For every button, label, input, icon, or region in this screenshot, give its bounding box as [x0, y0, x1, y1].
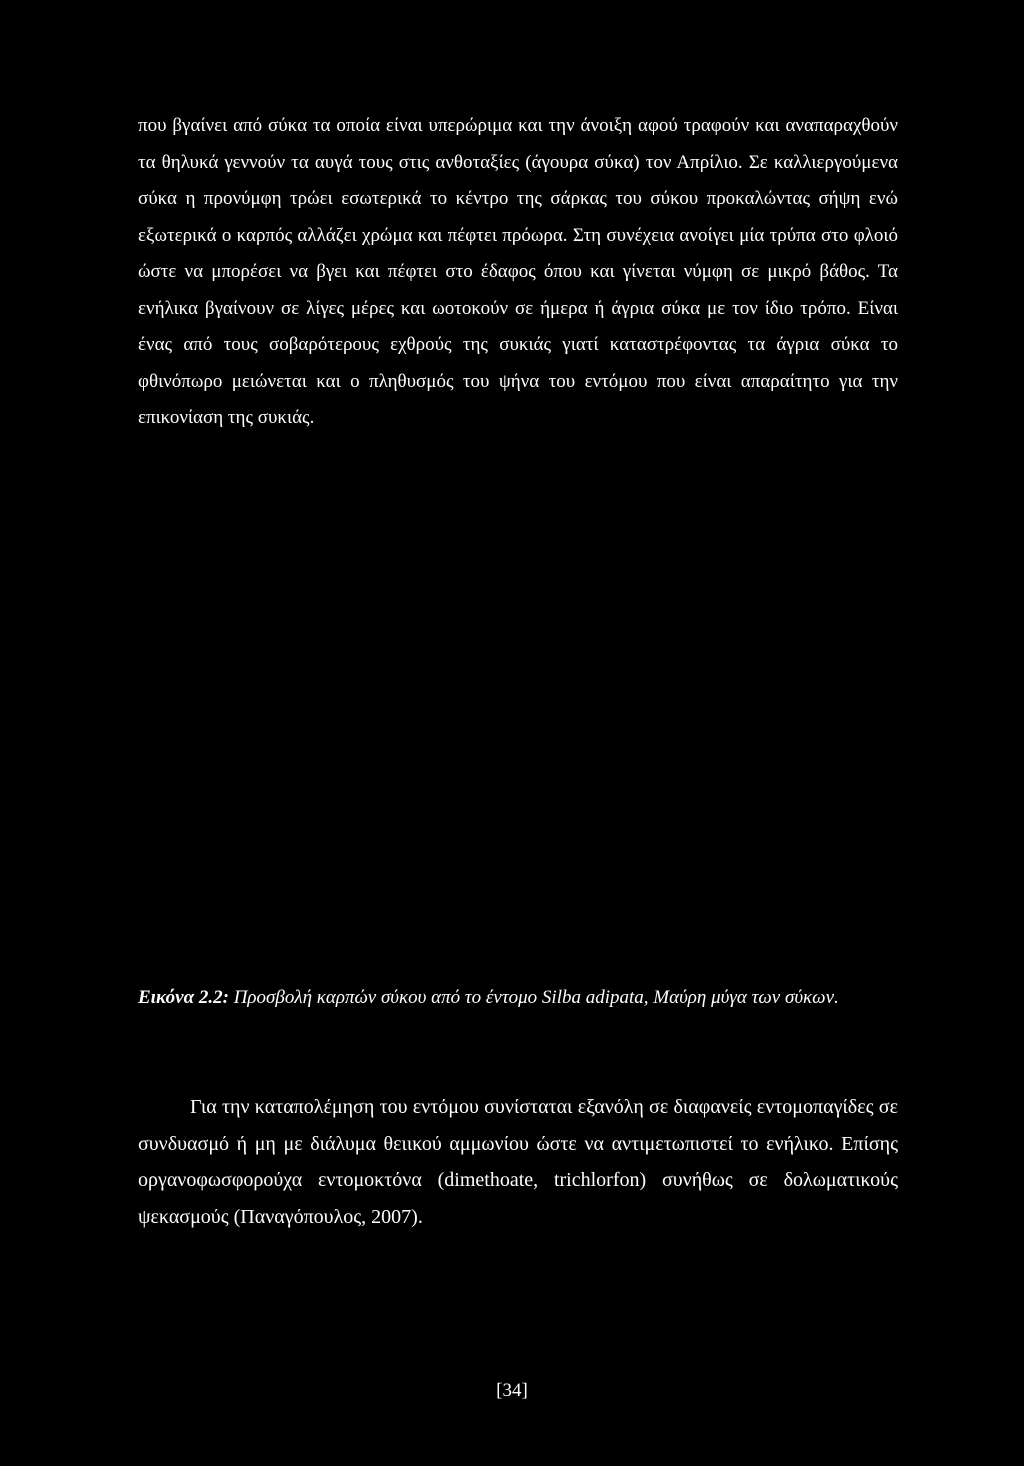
figure-caption-label: Εικόνα 2.2:: [138, 987, 229, 1008]
body-paragraph-2: Για την καταπολέμηση του εντόμου συνίσταται εξανόλη σε διαφανείς εντομοπαγίδες σε συνδυασμό ή μη με διάλυμα θειικού αμμωνίου ώστε να αντιμετωπιστεί το ενήλικο. Επίσης οργανοφωσφορούχα εντομοκτόνα (dimethoate, trichlorfon) συνήθως σε δολωματικούς ψεκασμούς (Παναγόπουλος, 2007).: [138, 1096, 898, 1228]
body-paragraph-1: που βγαίνει από σύκα τα οποία είναι υπερώριμα και την άνοιξη αφού τραφούν και αναπαραχθούν τα θηλυκά γεννούν τα αυγά τους στις ανθοταξίες (άγουρα σύκα) τον Απρίλιο. Σε καλλιεργούμενα σύκα η προνύμφη τρώει εσωτερικά το κέντρο της σάρκας του σύκου προκαλώντας σήψη ενώ εξωτερικά ο καρπός αλλάζει χρώμα και πέφτει πρόωρα. Στη συνέχεια ανοίγει μία τρύπα στο φλοιό ώστε να μπορέσει να βγει και πέφτει στο έδαφος όπου και γίνεται νύμφη σε μικρό βάθος. Τα ενήλικα βγαίνουν σε λίγες μέρες και ωοτοκούν σε ήμερα ή άγρια σύκα με τον ίδιο τρόπο. Είναι ένας από τους σοβαρότερους εχθρούς της συκιάς γιατί καταστρέφοντας τα άγρια σύκα το φθινόπωρο μειώνεται και ο πληθυσμός του ψήνα του εντόμου που είναι απαραίτητο για την επικονίαση της συκιάς.: [138, 115, 898, 428]
figure-caption: [138, 980, 898, 1016]
page-number: [34]: [496, 1380, 528, 1401]
figure-caption-text: Προσβολή καρπών σύκου από το έντομο Silba adipata, Μαύρη μύγα των σύκων.: [228, 987, 839, 1008]
